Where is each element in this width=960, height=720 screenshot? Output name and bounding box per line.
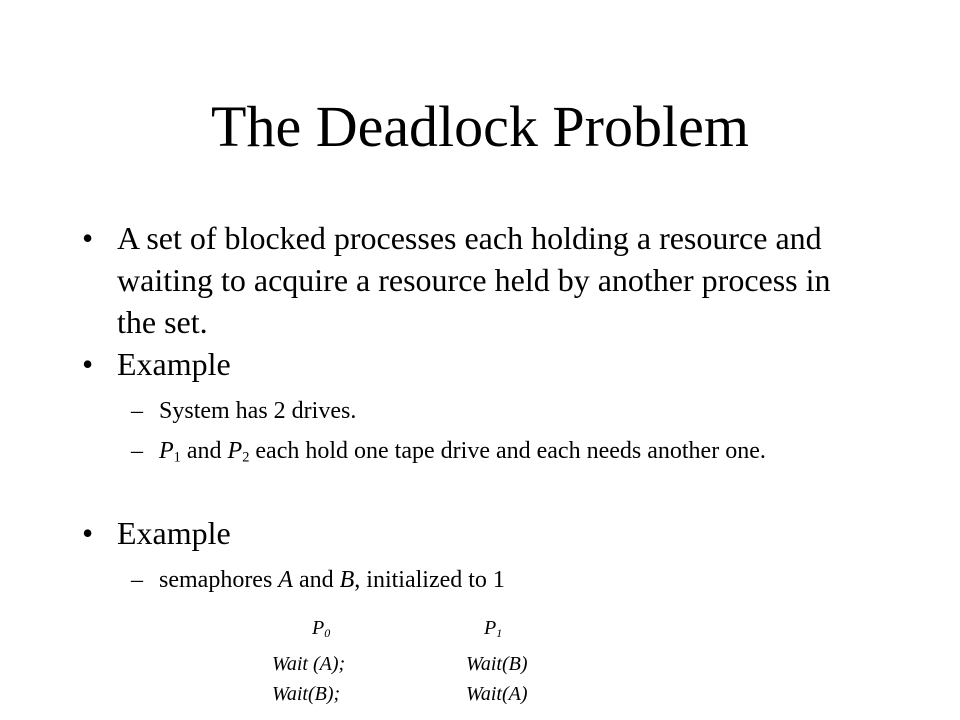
process-p1: P: [159, 438, 174, 464]
code-line-p1-2: Wait(A): [466, 683, 528, 705]
semaphore-a: A: [278, 567, 293, 593]
slide-title: The Deadlock Problem: [211, 94, 749, 159]
dash-marker: –: [131, 438, 143, 464]
sub-bullet-text: System has 2 drives.: [159, 398, 357, 424]
dash-marker: –: [131, 567, 143, 593]
code-header-p0-letter: P: [312, 617, 325, 639]
bullet-marker: •: [82, 515, 94, 551]
bullet-marker: •: [82, 346, 94, 382]
code-header-p1: [484, 616, 502, 640]
semaphore-b: B: [339, 567, 355, 593]
code-line-p1-1: Wait(B): [466, 653, 528, 675]
sub-bullet-drives: [0, 396, 960, 426]
semaphores-mid: and: [292, 567, 340, 593]
bullet-definition: [0, 217, 960, 343]
semaphores-pre: semaphores: [159, 567, 279, 593]
sub-bullet-processes: [0, 436, 960, 496]
rest-text: each hold one tape drive and each needs another one.: [249, 438, 766, 464]
and-text: and: [180, 438, 228, 464]
code-header-p0-subscript: 0: [324, 626, 331, 640]
sub-bullet-text: [159, 565, 849, 595]
sub-bullet-semaphores: [0, 565, 960, 595]
semaphores-post: , initialized to 1: [354, 567, 505, 593]
bullet-example-1: [0, 343, 960, 385]
bullet-marker: •: [82, 220, 94, 256]
dash-marker: –: [131, 398, 143, 424]
bullet-text: A set of blocked processes each holding a resource and waiting to acquire a resource held by another process in the set.: [117, 220, 831, 340]
bullet-text: Example: [117, 346, 231, 382]
bullet-example-2: [0, 512, 960, 554]
code-header-p1-subscript: 1: [496, 626, 503, 640]
code-line-p0-2: Wait(B);: [272, 683, 341, 705]
process-p2-subscript: 2: [242, 449, 250, 466]
code-line-p0-1: Wait (A);: [272, 653, 346, 675]
bullet-text: Example: [117, 515, 231, 551]
process-p1-subscript: 1: [173, 449, 181, 466]
sub-bullet-text: [159, 436, 849, 466]
process-p2: P: [227, 438, 243, 464]
code-header-p1-letter: P: [484, 617, 497, 639]
code-header-p0: [312, 616, 330, 640]
